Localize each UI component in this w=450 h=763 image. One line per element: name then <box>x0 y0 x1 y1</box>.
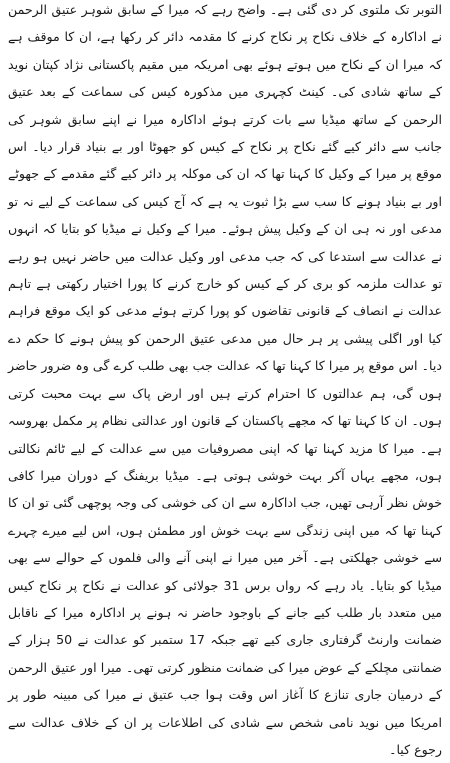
news-article <box>8 0 442 763</box>
article-paragraph: التوبر تک ملتوی کر دی گئی ہے۔ واضح رہے کہ میرا کے سابق شوہر عتیق الرحمن نے اداکارہ کے خلاف نکاح پر نکاح کرنے کا مقدمہ دائر کر رکھا ہے، ان کا موقف ہے کہ میرا ان کے نکاح میں ہوتے ہوئے بھی امریکہ میں مقیم پاکستانی نژاد کپتان نوید کے ساتھ شادی کی۔ کینٹ کچہری میں مذکورہ کیس کی سماعت کے بعد عتیق الرحمن کے ساتھ میڈیا سے بات کرتے ہوئے اداکارہ میرا نے اپنے سابق شوہر کی جانب سے دائر کیے گئے نکاح پر نکاح کے کیس کو جھوٹا اور بے بنیاد قرار دیا۔ اس موقع پر میرا کے وکیل کا کہنا تھا کہ ان کی موکلہ پر دائر کیے گئے مقدمے کے جھوٹے اور بے بنیاد ہونے کا سب سے بڑا ثبوت یہ ہے کہ آج کیس کی سماعت کے لیے نہ تو مدعی اور نہ ہی ان کے وکیل پیش ہوئے۔ میرا کے وکیل نے میڈیا کو بتایا کہ انہوں نے عدالت سے استدعا کی کہ جب مدعی اور وکیل عدالت میں حاضر نہیں ہو رہے تو عدالت ملزمہ کو بری کر کے کیس کو خارج کرنے کا پورا اختیار رکھتی ہے تاہم عدالت نے انصاف کے قانونی تقاضوں کو پورا کرتے ہوئے مدعی کو ایک موقع فراہم کیا اور اگلی پیشی پر ہر حال میں مدعی عتیق الرحمن کو پیش ہونے کا حکم دے دیا۔ اس موقع پر میرا کا کہنا تھا کہ عدالت جب بھی طلب کرے گی وہ ضرور حاضر ہوں گی، ہم عدالتوں کا احترام کرتے ہیں اور ارض پاک سے بہت محبت کرتی ہوں۔ ان کا کہنا تھا کہ مجھے پاکستان کے قانون اور عدالتی نظام پر مکمل بھروسہ ہے۔ میرا کا مزید کہنا تھا کہ اپنی مصروفیات میں سے عدالت کے لیے ٹائم نکالتی ہوں، مجھے یہاں آکر بہت خوشی ہوتی ہے۔ میڈیا بریفنگ کے دوران میرا کافی خوش نظر آرہی تھیں، جب اداکارہ سے ان کی خوشی کی وجہ پوچھی گئی تو ان کا کہنا تھا کہ میں اپنی زندگی سے بہت خوش اور مطمئن ہوں، اس لیے میرے چہرے سے خوشی جھلکتی ہے۔ آخر میں میرا نے اپنی آنے والی فلموں کے حوالے سے بھی میڈیا کو بتایا۔ یاد رہے کہ رواں برس 31 جولائی کو عدالت نے نکاح پر نکاح کیس میں متعدد بار طلب کیے جانے کے باوجود حاضر نہ ہونے پر اداکارہ میرا کے ناقابل ضمانت وارنٹ گرفتاری جاری کیے تھے جبکہ 17 ستمبر کو عدالت نے 50 ہزار کے ضمانتی مچلکے کے عوض میرا کی ضمانت منظور کرتی تھی۔ میرا اور عتیق الرحمن کے درمیان جاری تنازع کا آغاز اس وقت ہوا جب عتیق نے میرا کی مبینہ طور پر امریکا میں نوید نامی شخص سے شادی کی اطلاعات پر ان کے خلاف عدالت سے رجوع کیا۔ <box>8 2 443 757</box>
